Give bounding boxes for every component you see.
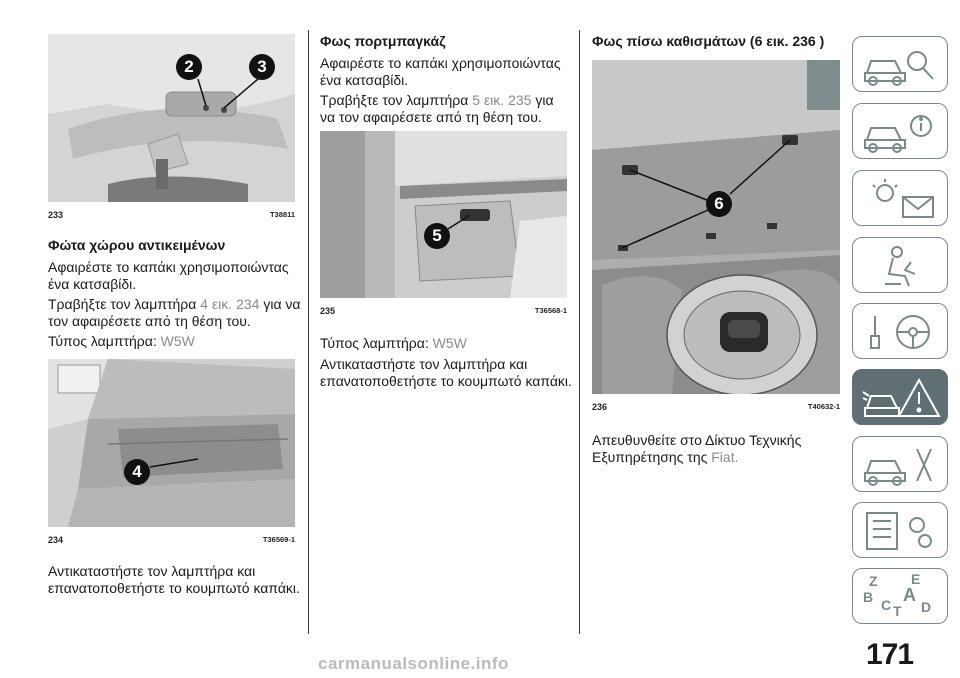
index-letter: T (893, 603, 902, 619)
tab-airbag-seat[interactable] (852, 237, 948, 293)
index-letter: B (863, 589, 874, 605)
paragraph-text: Τραβήξτε τον λαμπτήρα (320, 92, 473, 108)
tab-steering-wheel[interactable] (852, 303, 948, 359)
figure-number: 235 (320, 306, 336, 316)
tab-settings-list[interactable] (852, 502, 948, 558)
paragraph-pull-bulb (48, 296, 303, 330)
figure-code: T40632-1 (807, 402, 840, 411)
tab-index[interactable] (852, 568, 948, 624)
tab-breakdown[interactable] (852, 369, 948, 425)
paragraph-bulb-type (48, 333, 303, 350)
car-search-icon (861, 43, 941, 87)
tab-car-search[interactable] (852, 36, 948, 92)
watermark: carmanualsonline.info (318, 654, 509, 673)
settings-list-icon (861, 509, 941, 553)
heading-glovebox-light: Φώτα χώρου αντικειμένων (48, 237, 226, 253)
paragraph-text: Τραβήξτε τον λαμπτήρα (48, 296, 201, 312)
paragraph-replace-bulb: Αντικαταστήστε τον λαμπτήρα και επανατοποθετήστε το κουμπωτό καπάκι. (320, 356, 572, 389)
figure-number: 233 (48, 210, 64, 220)
figure-235-caption (320, 306, 567, 316)
paragraph-replace-bulb: Αντικαταστήστε τον λαμπτήρα και επανατοποθετήστε το κουμπωτό καπάκι. (48, 563, 300, 596)
breakdown-triangle-icon (861, 376, 941, 420)
callout-3: 3 (249, 54, 275, 80)
bulb-type-value: W5W (160, 333, 195, 349)
car-info-icon (861, 110, 941, 154)
paragraph-pull-bulb (320, 92, 572, 126)
figure-234-caption (48, 535, 295, 545)
figure-code: T36569-1 (262, 535, 295, 544)
figure-236-caption (592, 402, 840, 412)
paragraph-bulb-type (320, 335, 572, 352)
figure-number: 234 (48, 535, 64, 545)
paragraph-contact-service (592, 432, 842, 466)
callout-2: 2 (176, 54, 202, 80)
figure-235 (320, 131, 567, 298)
index-letter: E (911, 571, 921, 587)
paragraph-remove-cover: Αφαιρέστε το καπάκι χρησιμοποιώντας ένα κατσαβίδι. (48, 259, 289, 292)
figure-234 (48, 359, 295, 527)
paragraph-text: για να τον αφαιρέσετε από τη θέση του. (320, 92, 554, 125)
figure-code: T38811 (269, 210, 295, 219)
label: Τύπος λαμπτήρα: (320, 335, 433, 351)
figure-236 (592, 60, 840, 394)
heading-rear-seat-light: Φως πίσω καθισμάτων (6 εικ. 236 ) (592, 33, 825, 49)
car-service-icon (861, 443, 941, 487)
callout-5: 5 (424, 223, 450, 249)
label: Τύπος λαμπτήρα: (48, 333, 161, 349)
steering-wheel-icon (861, 310, 941, 354)
figure-233 (48, 34, 295, 202)
column-divider-2 (579, 30, 580, 634)
warning-lights-icon (861, 177, 941, 221)
callout-6: 6 (706, 191, 732, 217)
tab-car-info[interactable] (852, 103, 948, 159)
index-letter: D (921, 599, 932, 615)
page-number: 171 (866, 638, 914, 671)
figure-reference[interactable]: 5 εικ. 235 (472, 92, 532, 108)
index-letter: Z (869, 573, 878, 589)
tab-car-service[interactable] (852, 436, 948, 492)
paragraph-text: Απευθυνθείτε στο Δίκτυο Τεχνικής Εξυπηρέτησης της (592, 432, 802, 465)
heading-trunk-light: Φως πορτμπαγκάζ (320, 33, 446, 49)
callout-4: 4 (124, 459, 150, 485)
index-letter: A (903, 585, 916, 605)
paragraph-remove-cover: Αφαιρέστε το καπάκι χρησιμοποιώντας ένα κατσαβίδι. (320, 55, 561, 88)
airbag-seat-icon (861, 244, 941, 288)
figure-233-caption (48, 210, 295, 220)
figure-number: 236 (592, 402, 608, 412)
brand-name: Fiat. (711, 449, 739, 465)
figure-code: T36568-1 (534, 306, 567, 315)
index-letter: C (881, 597, 892, 613)
paragraph-text: για να τον αφαιρέσετε από τη θέση του. (48, 296, 301, 329)
index-letters-icon (863, 571, 939, 619)
tab-warning-lights[interactable] (852, 170, 948, 226)
column-divider-1 (308, 30, 309, 634)
figure-reference[interactable]: 4 εικ. 234 (200, 296, 260, 312)
bulb-type-value: W5W (432, 335, 467, 351)
